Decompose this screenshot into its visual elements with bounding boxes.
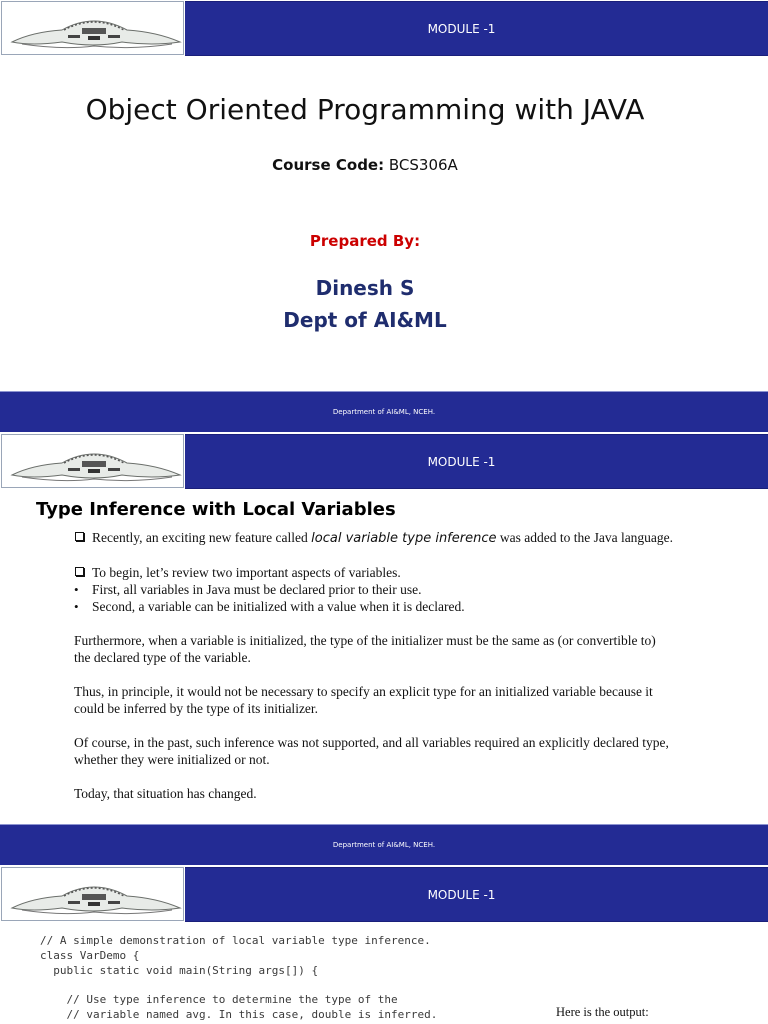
author-block bbox=[0, 272, 730, 336]
paragraph: Today, that situation has changed. bbox=[74, 786, 257, 801]
bullet-text: Second, a variable can be initialized with a value when it is declared. bbox=[92, 599, 465, 614]
dot-bullet-icon: • bbox=[74, 599, 79, 614]
logo-emblem-icon bbox=[2, 868, 185, 922]
course-code-label: Course Code: bbox=[272, 156, 385, 174]
code-line: public static void main(String args[]) { bbox=[40, 963, 319, 977]
slide-header bbox=[0, 434, 768, 489]
page-title: Object Oriented Programming with JAVA bbox=[85, 93, 645, 126]
code-line: // variable named avg. In this case, double is inferred. bbox=[40, 1007, 438, 1021]
code-line: // Use type inference to determine the type of the bbox=[40, 993, 398, 1007]
logo-emblem-icon bbox=[2, 435, 185, 489]
college-logo bbox=[1, 867, 184, 921]
bullet-text: Recently, an exciting new feature called bbox=[92, 530, 312, 545]
course-code bbox=[0, 156, 730, 174]
checkbox-bullet-icon bbox=[75, 567, 84, 576]
module-banner: MODULE -1 bbox=[185, 867, 768, 922]
slide-type-inference bbox=[0, 433, 768, 866]
code-block bbox=[40, 934, 437, 1023]
prepared-by-label: Prepared By: bbox=[309, 232, 421, 250]
logo-emblem-icon bbox=[2, 2, 185, 56]
paragraph: Furthermore, when a variable is initialized, the type of the initializer must be the same as (or convertible to) the declared type of the variable. bbox=[74, 633, 656, 665]
bullet-text: First, all variables in Java must be declared prior to their use. bbox=[92, 582, 422, 597]
code-line: // A simple demonstration of local variable type inference. bbox=[40, 934, 431, 947]
paragraph: Of course, in the past, such inference was not supported, and all variables required an explicitly declared type, whether they were initialized or not. bbox=[74, 735, 669, 767]
author-dept: Dept of AI&ML bbox=[283, 308, 447, 332]
dot-bullet-icon: • bbox=[74, 582, 79, 597]
list-item bbox=[74, 529, 674, 547]
code-line: class VarDemo { bbox=[40, 948, 140, 962]
paragraph: Thus, in principle, it would not be necessary to specify an explicit type for an initialized variable because it could be inferred by the type of its initializer. bbox=[74, 684, 653, 716]
slide-code-demo bbox=[0, 866, 768, 1024]
checkbox-bullet-icon bbox=[75, 532, 84, 541]
output-label: Here is the output: bbox=[556, 1005, 649, 1019]
term-highlight: local variable type inference bbox=[311, 531, 497, 546]
module-banner: MODULE -1 bbox=[185, 434, 768, 489]
bullet-text: To begin, let’s review two important aspects of variables. bbox=[92, 565, 401, 580]
bullet-text: was added to the Java language. bbox=[496, 530, 674, 545]
slide-footer: Department of AI&ML, NCEH. bbox=[0, 391, 768, 432]
list-item bbox=[74, 581, 674, 598]
slide-footer: Department of AI&ML, NCEH. bbox=[0, 824, 768, 865]
course-code-value: BCS306A bbox=[388, 156, 458, 174]
college-logo bbox=[1, 434, 184, 488]
slide-body bbox=[74, 529, 674, 802]
author-name: Dinesh S bbox=[315, 276, 415, 300]
slide-title bbox=[0, 0, 768, 432]
list-item bbox=[74, 598, 674, 615]
college-logo bbox=[1, 1, 184, 55]
module-banner: MODULE -1 bbox=[185, 1, 768, 56]
slide-header bbox=[0, 867, 768, 922]
slide-header bbox=[0, 1, 768, 56]
list-item bbox=[74, 564, 674, 581]
section-heading: Type Inference with Local Variables bbox=[36, 499, 396, 520]
